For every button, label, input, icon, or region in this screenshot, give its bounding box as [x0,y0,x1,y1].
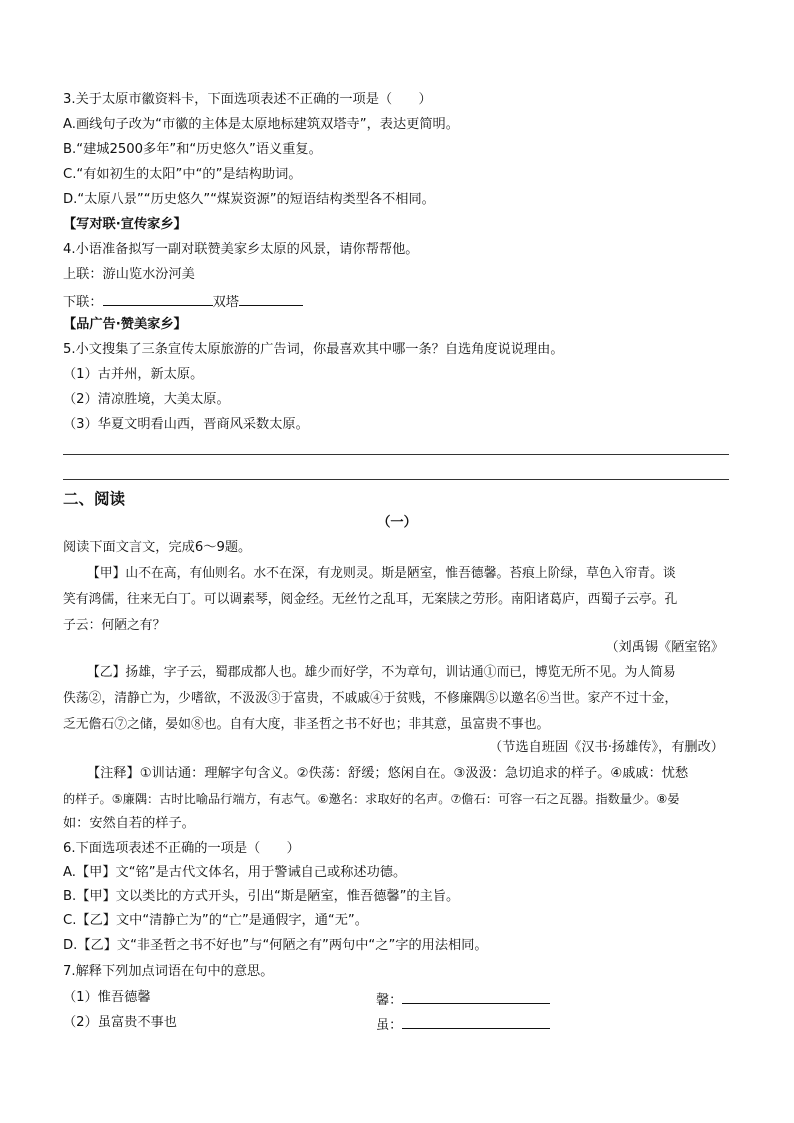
q6-stem: 6.下面选项表述不正确的一项是（ ） [63,841,300,856]
ad-item-3: （3）华夏文明看山西，晋商风采数太原。 [63,417,309,432]
passage-jia-line-2: 笑有鸿儒，往来无白丁。可以调素琴，阅金经。无丝竹之乱耳，无案牍之劳形。南阳诸葛庐，西蜀子云亭。孔 [63,592,678,607]
q6-option-d: D.【乙】文“非圣哲之书不好也”与“何陋之有”两句中“之”字的用法相同。 [63,938,488,953]
reading-intro: 阅读下面文言文，完成6～9题。 [63,540,252,555]
couplet-lower [63,291,303,312]
q6-option-b: B.【甲】文以类比的方式开头，引出“斯是陋室，惟吾德馨”的主旨。 [63,889,460,904]
answer-line-2[interactable] [63,479,729,480]
q6-option-a: A.【甲】文“铭”是古代文体名，用于警诫自己或称述功德。 [63,865,407,880]
couplet-lower-mid: 双塔 [212,295,239,310]
q7-item-1-label: 馨： [376,993,403,1008]
section-heading-reading: 二、阅读 [63,490,126,508]
passage-yi-line-2: 佚荡②，清静亡为，少嗜欲，不汲汲③于富贵，不戚戚④于贫贱，不修廉隅⑤以邀名⑥当世。家产不过十金， [63,691,678,706]
q7-item-2-label: 虽： [376,1018,403,1033]
q3-stem: 3.关于太原市徽资料卡，下面选项表述不正确的一项是（ ） [63,92,432,107]
q3-option-c: C.“有如初生的太阳”中“的”是结构助词。 [63,167,302,182]
q7-item-1 [63,989,403,1008]
couplet-lower-label: 下联： [63,295,103,310]
ad-item-1: （1）古并州，新太原。 [63,367,204,382]
notes-line-2: 的样子。⑤廉隅：古时比喻品行端方，有志气。⑥邀名：求取好的名声。⑦儋石：可容一石之瓦器。指数量少。⑧晏 [63,792,680,806]
q3-option-b: B.“建城2500多年”和“历史悠久”语义重复。 [63,142,322,157]
section-title-couplet: 【写对联·宣传家乡】 [63,217,187,232]
passage-jia-line-1: 【甲】山不在高，有仙则名。水不在深，有龙则灵。斯是陋室，惟吾德馨。苔痕上阶绿，草色入帘青。谈 [87,566,676,581]
q4-stem: 4.小语准备拟写一副对联赞美家乡太原的风景，请你帮帮他。 [63,242,419,257]
q7-item-2 [63,1014,403,1033]
q7-item-1-text: （1）惟吾德馨 [63,990,151,1005]
q5-stem: 5.小文搜集了三条宣传太原旅游的广告词，你最喜欢其中哪一条？自选角度说说理由。 [63,342,564,357]
q7-stem: 7.解释下列加点词语在句中的意思。 [63,964,274,979]
notes-line-1: 【注释】①训诂通：理解字句含义。②佚荡：舒缓；悠闲自在。③汲汲：急切追求的样子。④戚戚：忧愁 [87,766,689,781]
q7-item-1-answer [376,989,550,1010]
q3-option-a: A.画线句子改为“市徽的主体是太原地标建筑双塔寺”，表达更简明。 [63,117,459,132]
couplet-upper: 上联：游山览水汾河美 [63,267,195,282]
passage-jia-line-3: 子云：何陋之有？ [63,618,166,633]
passage-yi-source: （节选自班固《汉书·扬雄传》，有删改） [489,740,724,755]
passage-yi-line-3: 乏无儋石⑦之储，晏如⑧也。自有大度，非圣哲之书不好也；非其意，虽富贵不事也。 [63,717,550,732]
reading-part-label: （一） [377,515,417,530]
q7-item-2-answer [376,1014,550,1035]
couplet-blank-2[interactable] [239,291,303,306]
section-title-ad: 【品广告·赞美家乡】 [63,317,187,332]
couplet-blank-1[interactable] [103,291,213,306]
answer-line-1[interactable] [63,454,729,455]
q6-option-c: C.【乙】文中“清静亡为”的“亡”是通假字，通“无”。 [63,913,368,928]
ad-item-2: （2）清凉胜境，大美太原。 [63,392,230,407]
q7-item-2-text: （2）虽富贵不事也 [63,1015,177,1030]
notes-line-3: 如：安然自若的样子。 [63,816,195,831]
q7-blank-2[interactable] [402,1014,550,1029]
q3-option-d: D.“太原八景”“历史悠久”“煤炭资源”的短语结构类型各不相同。 [63,192,435,207]
q7-blank-1[interactable] [402,989,550,1004]
passage-jia-source: （刘禹锡《陋室铭》 [605,640,724,655]
passage-yi-line-1: 【乙】扬雄，字子云，蜀郡成都人也。雄少而好学，不为章句，训诂通①而已，博览无所不见。为人简易 [87,665,676,680]
